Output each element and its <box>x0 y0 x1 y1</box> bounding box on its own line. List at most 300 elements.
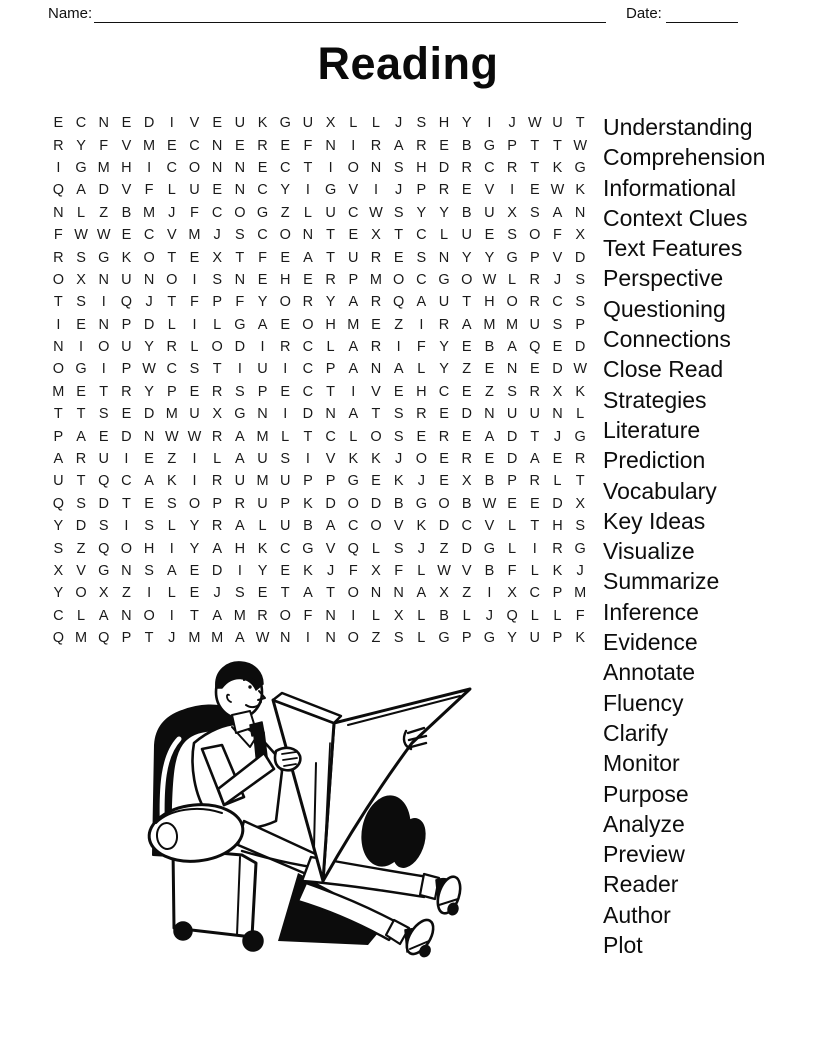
grid-letter: X <box>507 204 517 221</box>
grid-letter: G <box>483 137 496 154</box>
grid-letter: R <box>211 383 223 400</box>
grid-letter: Q <box>347 540 359 557</box>
grid-letter: L <box>508 271 517 288</box>
grid-letter: R <box>438 182 450 199</box>
grid-letter: G <box>483 630 496 647</box>
grid-letter: E <box>529 495 540 512</box>
grid-letter: R <box>53 137 64 154</box>
grid-letter: P <box>121 361 132 378</box>
grid-letter: X <box>98 585 109 602</box>
grid-letter: N <box>143 271 155 288</box>
grid-letter: C <box>143 227 155 244</box>
grid-letter: S <box>144 563 154 579</box>
grid-letter: Y <box>257 294 268 311</box>
grid-letter: O <box>52 271 64 288</box>
grid-letter: I <box>56 316 61 333</box>
word-list-item: Clarify <box>603 719 669 746</box>
grid-letter: V <box>325 540 336 557</box>
grid-letter: A <box>348 339 359 356</box>
grid-letter: C <box>461 518 472 535</box>
grid-letter: A <box>484 428 495 445</box>
grid-letter: G <box>234 406 246 423</box>
grid-letter: E <box>461 383 472 400</box>
grid-letter: I <box>192 271 197 288</box>
grid-letter: E <box>416 428 427 445</box>
grid-letter: P <box>280 495 291 512</box>
grid-letter: E <box>76 316 86 333</box>
grid-letter: L <box>417 563 426 579</box>
grid-letter: F <box>303 137 313 154</box>
word-search-grid <box>47 112 592 649</box>
grid-letter: E <box>189 249 200 266</box>
grid-letter: Z <box>394 316 404 333</box>
grid-letter: E <box>280 316 291 333</box>
grid-letter: C <box>348 204 359 221</box>
grid-letter: A <box>235 428 245 445</box>
grid-letter: I <box>351 137 356 154</box>
grid-letter: F <box>190 204 199 221</box>
grid-letter: B <box>461 204 472 221</box>
grid-letter: P <box>575 316 585 333</box>
grid-letter: L <box>508 518 517 535</box>
grid-letter: U <box>529 316 541 333</box>
grid-letter: L <box>213 316 222 333</box>
word-list-item: Close Read <box>603 356 724 383</box>
word-list-item: Context Clues <box>603 204 748 231</box>
grid-letter: T <box>394 227 404 244</box>
grid-letter: D <box>506 451 518 468</box>
grid-letter: P <box>552 630 563 647</box>
grid-letter: J <box>417 540 425 557</box>
grid-letter: N <box>370 361 382 378</box>
grid-letter: I <box>147 159 152 176</box>
grid-letter: S <box>76 249 86 266</box>
grid-letter: U <box>484 204 495 221</box>
grid-letter: O <box>529 227 541 244</box>
grid-letter: G <box>347 473 359 490</box>
grid-letter: C <box>279 540 291 557</box>
grid-letter: M <box>211 630 224 647</box>
grid-letter: W <box>369 204 383 221</box>
grid-letter: K <box>303 563 313 579</box>
grid-letter: R <box>370 137 382 154</box>
grid-letter: E <box>371 316 381 333</box>
grid-letter: V <box>552 249 563 266</box>
grid-letter: D <box>234 339 246 356</box>
grid-letter: S <box>393 540 404 557</box>
grid-letter: X <box>53 563 64 579</box>
grid-letter: R <box>574 451 586 468</box>
grid-letter: E <box>484 227 495 244</box>
grid-letter: A <box>235 518 245 535</box>
grid-letter: A <box>416 294 427 311</box>
grid-letter: C <box>416 271 427 288</box>
grid-letter: O <box>347 159 359 176</box>
grid-letter: Z <box>462 585 472 602</box>
grid-letter: D <box>143 115 155 132</box>
grid-letter: D <box>461 540 472 557</box>
grid-letter: T <box>462 294 472 311</box>
grid-letter: L <box>530 563 539 579</box>
grid-letter: T <box>144 630 154 647</box>
grid-letter: X <box>76 271 86 288</box>
grid-letter: K <box>303 495 313 512</box>
grid-letter: O <box>279 607 291 624</box>
grid-letter: I <box>351 383 356 400</box>
grid-letter: L <box>417 361 426 378</box>
grid-letter: R <box>279 339 291 356</box>
grid-letter: Q <box>52 495 64 512</box>
grid-letter: N <box>53 339 64 356</box>
word-list-item: Analyze <box>603 810 685 837</box>
grid-letter: T <box>167 294 177 311</box>
word-list-item: Prediction <box>603 447 706 474</box>
grid-letter: S <box>212 271 222 288</box>
grid-letter: T <box>235 249 245 266</box>
grid-letter: Y <box>144 383 154 400</box>
grid-letter: N <box>325 607 336 624</box>
grid-letter: C <box>438 383 450 400</box>
grid-letter: N <box>234 182 246 199</box>
grid-letter: C <box>166 159 178 176</box>
grid-letter: R <box>529 271 541 288</box>
grid-letter: E <box>393 249 404 266</box>
grid-letter: S <box>575 271 585 288</box>
grid-letter: J <box>168 630 176 647</box>
grid-letter: A <box>325 518 336 535</box>
grid-letter: I <box>260 339 265 356</box>
grid-letter: D <box>574 339 586 356</box>
grid-letter: R <box>529 294 541 311</box>
grid-letter: R <box>552 540 563 557</box>
grid-letter: K <box>552 159 563 176</box>
grid-letter: C <box>325 428 336 445</box>
grid-letter: I <box>351 607 356 624</box>
grid-letter: C <box>484 159 495 176</box>
grid-letter: H <box>121 159 132 176</box>
word-list-item: Key Ideas <box>603 507 706 534</box>
grid-letter: W <box>187 428 202 445</box>
grid-letter: C <box>416 227 427 244</box>
grid-letter: G <box>574 540 586 557</box>
grid-letter: E <box>121 406 132 423</box>
grid-letter: E <box>212 182 222 199</box>
grid-letter: Y <box>189 540 200 557</box>
grid-letter: L <box>508 540 517 557</box>
grid-letter: I <box>101 294 106 311</box>
grid-letter: K <box>416 518 427 535</box>
grid-letter: O <box>75 585 87 602</box>
grid-letter: P <box>53 428 64 445</box>
grid-letter: G <box>75 159 87 176</box>
grid-letter: A <box>76 182 86 199</box>
grid-letter: D <box>552 361 563 378</box>
grid-letter: O <box>188 159 201 176</box>
grid-letter: N <box>143 428 155 445</box>
grid-letter: T <box>53 294 63 311</box>
grid-letter: I <box>79 339 84 356</box>
grid-letter: R <box>370 294 382 311</box>
grid-letter: P <box>507 473 517 490</box>
grid-letter: I <box>124 518 129 535</box>
grid-letter: E <box>257 585 268 602</box>
grid-letter: A <box>98 607 109 624</box>
grid-letter: R <box>325 271 336 288</box>
grid-letter: T <box>553 137 562 154</box>
grid-letter: A <box>348 294 359 311</box>
grid-letter: K <box>166 473 177 490</box>
grid-letter: J <box>145 294 153 311</box>
grid-letter: X <box>552 383 563 400</box>
grid-letter: P <box>257 383 268 400</box>
grid-letter: Z <box>462 361 472 378</box>
grid-letter: F <box>144 182 154 199</box>
grid-letter: A <box>507 339 517 356</box>
reading-illustration <box>126 643 478 961</box>
grid-letter: B <box>303 518 313 535</box>
grid-letter: H <box>438 115 450 132</box>
grid-letter: M <box>74 630 88 647</box>
grid-letter: T <box>371 406 381 423</box>
grid-letter: I <box>101 361 106 378</box>
grid-letter: U <box>234 115 246 132</box>
word-list-item: Reader <box>603 871 679 898</box>
word-list-item: Perspective <box>603 265 724 292</box>
grid-letter: I <box>305 182 310 199</box>
grid-letter: R <box>211 518 223 535</box>
grid-letter: T <box>326 585 336 602</box>
grid-letter: A <box>416 585 427 602</box>
grid-letter: U <box>279 518 291 535</box>
grid-letter: T <box>575 115 585 132</box>
grid-letter: K <box>121 249 132 266</box>
grid-letter: K <box>393 473 404 490</box>
grid-letter: U <box>461 227 472 244</box>
grid-letter: T <box>303 159 313 176</box>
grid-letter: M <box>52 383 65 400</box>
grid-letter: K <box>371 451 381 468</box>
grid-letter: O <box>279 227 291 244</box>
grid-letter: S <box>235 383 245 400</box>
grid-letter: J <box>485 607 494 624</box>
grid-letter: L <box>417 630 426 647</box>
grid-letter: F <box>190 294 199 311</box>
grid-letter: W <box>96 227 111 244</box>
grid-letter: S <box>575 294 585 311</box>
grid-letter: U <box>257 451 268 468</box>
grid-letter: Y <box>325 294 336 311</box>
grid-letter: M <box>347 316 360 333</box>
grid-letter: C <box>302 383 314 400</box>
grid-letter: J <box>395 451 403 468</box>
grid-letter: N <box>438 249 450 266</box>
grid-letter: N <box>234 271 246 288</box>
grid-letter: E <box>529 182 540 199</box>
word-list-item: Questioning <box>603 295 726 322</box>
grid-letter: T <box>121 495 131 512</box>
word-list-item: Literature <box>603 416 701 443</box>
grid-letter: H <box>143 540 155 557</box>
grid-letter: P <box>348 271 359 288</box>
grid-letter: E <box>439 406 449 423</box>
grid-letter: V <box>461 563 472 579</box>
grid-letter: E <box>507 495 517 512</box>
grid-letter: V <box>325 451 336 468</box>
grid-letter: D <box>211 563 223 579</box>
grid-letter: U <box>53 473 64 490</box>
grid-letter: K <box>348 451 359 468</box>
grid-letter: M <box>233 607 246 624</box>
grid-letter: Z <box>371 630 381 647</box>
grid-letter: D <box>302 406 314 423</box>
grid-letter: A <box>166 563 177 579</box>
word-list-item: Author <box>603 901 671 928</box>
grid-letter: T <box>530 428 540 445</box>
grid-letter: S <box>507 227 517 244</box>
grid-letter: T <box>167 249 177 266</box>
grid-letter: M <box>483 316 496 333</box>
grid-letter: T <box>530 159 540 176</box>
grid-letter: R <box>438 428 450 445</box>
grid-letter: E <box>212 115 222 132</box>
grid-letter: E <box>144 495 154 512</box>
grid-letter: A <box>348 361 359 378</box>
word-list-item: Preview <box>603 841 685 868</box>
grid-letter: C <box>211 204 223 221</box>
grid-letter: N <box>506 361 518 378</box>
word-list-item: Inference <box>603 598 699 625</box>
word-list-item: Comprehension <box>603 144 766 171</box>
grid-letter: O <box>302 316 314 333</box>
grid-letter: E <box>461 182 472 199</box>
grid-letter: T <box>326 249 336 266</box>
grid-letter: Q <box>52 182 64 199</box>
grid-letter: I <box>283 361 288 378</box>
grid-letter: T <box>575 473 585 490</box>
grid-letter: U <box>234 473 246 490</box>
grid-letter: F <box>258 249 267 266</box>
grid-letter: Y <box>53 518 64 535</box>
grid-letter: O <box>415 451 427 468</box>
grid-letter: L <box>371 115 380 132</box>
word-list-item: Fluency <box>603 689 684 716</box>
grid-letter: Q <box>98 473 110 490</box>
grid-letter: L <box>167 316 176 333</box>
grid-letter: Q <box>98 540 110 557</box>
grid-letter: T <box>53 406 63 423</box>
grid-letter: B <box>484 563 495 579</box>
date-field-line[interactable] <box>666 2 738 23</box>
word-list-item: Text Features <box>603 235 743 262</box>
grid-letter: Z <box>76 540 86 557</box>
grid-letter: V <box>484 182 495 199</box>
grid-letter: G <box>574 159 586 176</box>
grid-letter: B <box>393 495 404 512</box>
grid-letter: A <box>257 316 268 333</box>
grid-letter: Q <box>529 339 541 356</box>
grid-letter: E <box>144 451 154 468</box>
word-list-item: Summarize <box>603 568 720 595</box>
grid-letter: Y <box>257 563 268 579</box>
grid-letter: S <box>280 451 291 468</box>
grid-letter: C <box>279 159 291 176</box>
grid-letter: O <box>98 339 110 356</box>
grid-letter: B <box>439 607 449 624</box>
grid-letter: E <box>529 361 540 378</box>
grid-letter: N <box>552 406 563 423</box>
word-list-item: Plot <box>603 932 643 959</box>
grid-letter: U <box>529 406 541 423</box>
grid-letter: Y <box>461 115 472 132</box>
grid-letter: X <box>575 227 585 244</box>
grid-letter: F <box>348 563 358 579</box>
word-list-item: Understanding <box>603 114 753 140</box>
grid-letter: X <box>393 607 404 624</box>
grid-letter: U <box>121 339 132 356</box>
grid-letter: U <box>302 115 314 132</box>
grid-letter: F <box>575 607 585 624</box>
grid-letter: P <box>529 249 540 266</box>
grid-letter: D <box>370 495 382 512</box>
grid-letter: Y <box>53 585 64 602</box>
grid-letter: A <box>303 249 313 266</box>
grid-letter: M <box>143 204 156 221</box>
grid-letter: H <box>279 271 291 288</box>
grid-letter: Q <box>98 630 110 647</box>
grid-letter: O <box>143 249 155 266</box>
grid-letter: W <box>550 182 565 199</box>
grid-letter: D <box>325 495 336 512</box>
grid-letter: O <box>279 294 291 311</box>
grid-letter: R <box>461 159 472 176</box>
grid-letter: V <box>371 383 381 400</box>
grid-letter: S <box>76 294 86 311</box>
grid-letter: E <box>189 563 200 579</box>
name-label: Name: <box>48 5 93 22</box>
grid-letter: J <box>553 271 562 288</box>
grid-letter: H <box>325 316 336 333</box>
grid-letter: Y <box>439 361 449 378</box>
grid-letter: P <box>461 630 472 647</box>
grid-letter: F <box>303 607 313 624</box>
grid-letter: B <box>484 473 495 490</box>
grid-letter: P <box>121 630 132 647</box>
grid-letter: V <box>189 115 200 132</box>
grid-letter: K <box>575 630 585 647</box>
grid-letter: G <box>98 249 110 266</box>
word-list-item: Vocabulary <box>603 477 717 504</box>
grid-letter: R <box>416 137 427 154</box>
grid-letter: U <box>438 294 450 311</box>
grid-letter: E <box>280 383 291 400</box>
grid-letter: N <box>98 115 109 132</box>
grid-letter: C <box>302 339 314 356</box>
grid-letter: S <box>393 630 404 647</box>
name-field-line[interactable] <box>94 2 606 23</box>
grid-letter: E <box>257 159 268 176</box>
grid-letter: I <box>305 451 310 468</box>
grid-letter: Z <box>99 204 109 221</box>
grid-letter: R <box>506 159 518 176</box>
grid-letter: U <box>348 249 359 266</box>
grid-letter: R <box>166 339 178 356</box>
grid-letter: R <box>370 339 382 356</box>
grid-letter: S <box>144 518 154 535</box>
grid-letter: A <box>393 361 404 378</box>
grid-letter: N <box>121 563 132 579</box>
date-label: Date: <box>626 5 662 22</box>
grid-letter: D <box>438 518 450 535</box>
